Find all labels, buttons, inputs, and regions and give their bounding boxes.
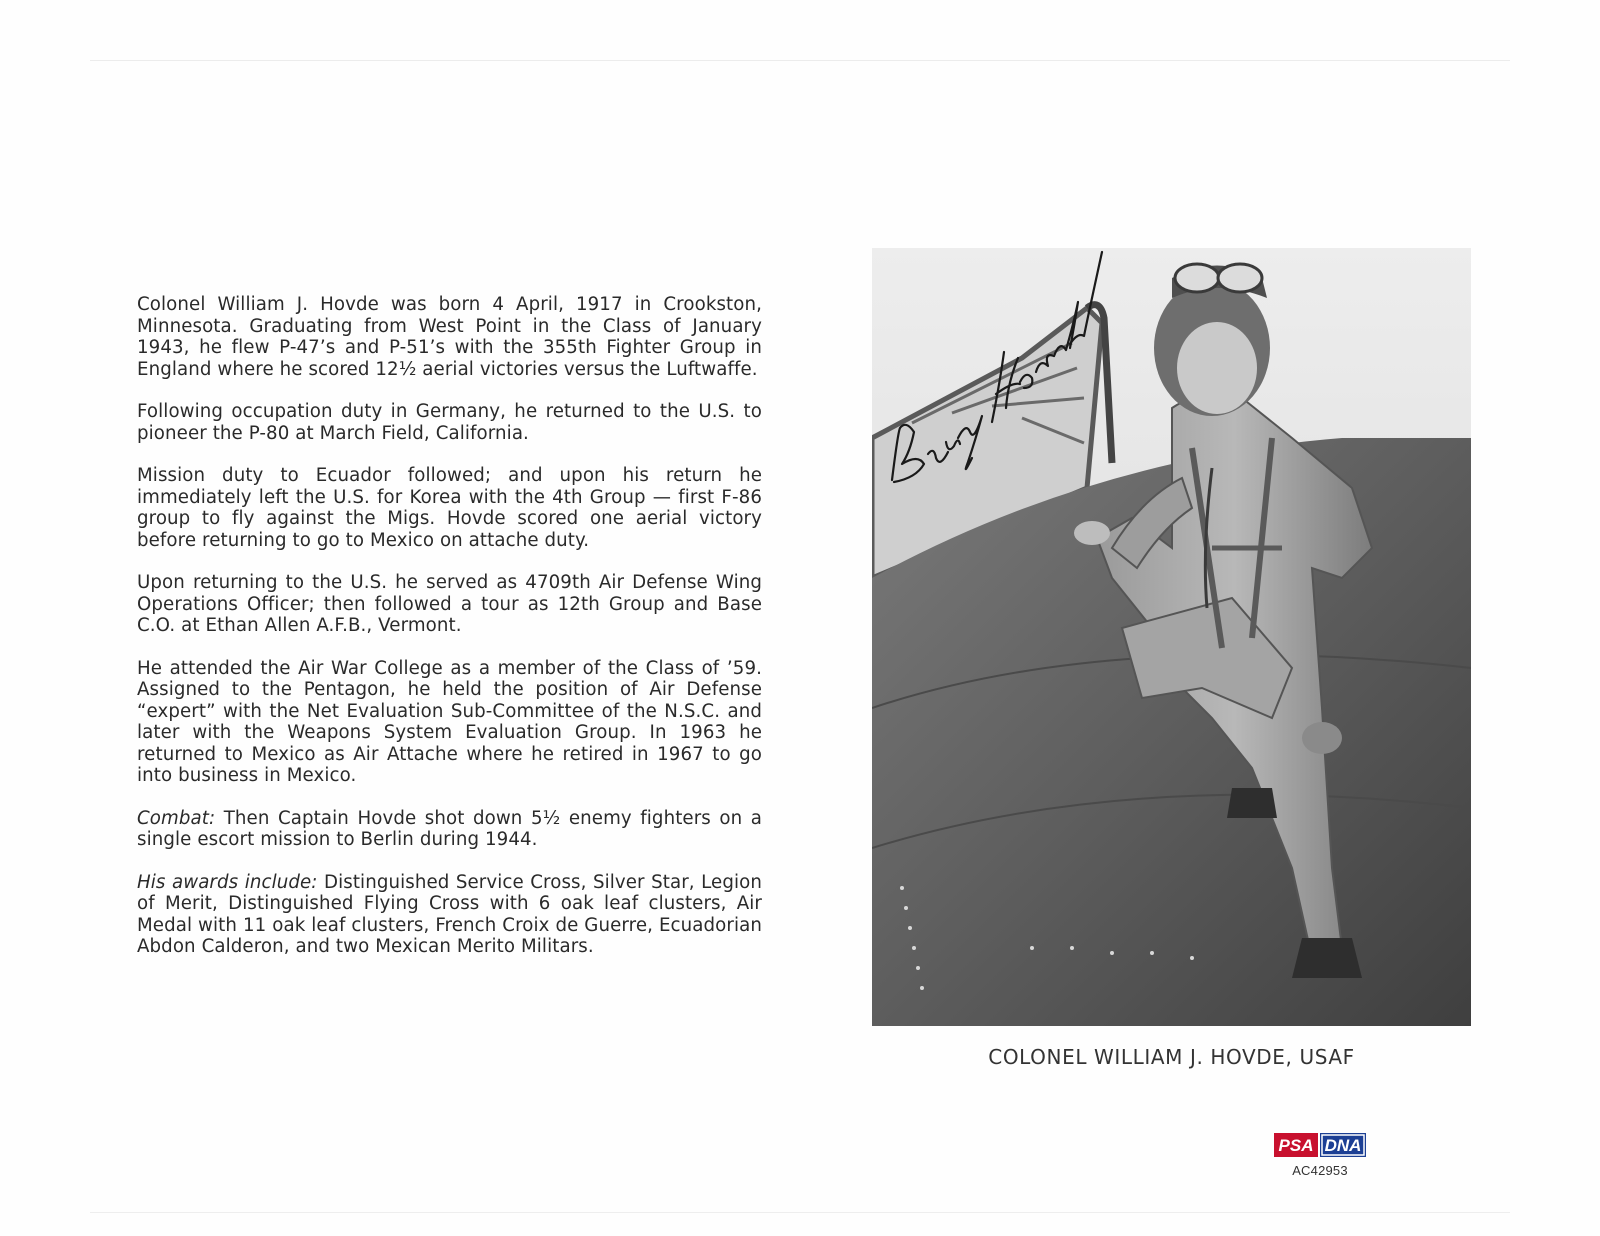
- bio-paragraph-birth: Colonel William J. Hovde was born 4 April, 1917 in Crookston, Minnesota. Graduating from West Point in the Class of January 1943, he flew P-47’s and P-51’s with the 355th Fighter Group in England where he scored 12½ aerial victories versus the Luftwaffe.: [137, 294, 762, 380]
- bio-paragraph-occupation: Following occupation duty in Germany, he returned to the U.S. to pioneer the P-80 at March Field, California.: [137, 401, 762, 444]
- awards-label: His awards include:: [137, 871, 318, 893]
- bio-paragraph-awards: [137, 872, 762, 958]
- biography-text: [137, 294, 762, 979]
- pilot-photo: [872, 248, 1471, 1026]
- bio-paragraph-air-defense: Upon returning to the U.S. he served as 4709th Air Defense Wing Operations Officer; then followed a tour as 12th Group and Base C.O. at Ethan Allen A.F.B., Vermont.: [137, 572, 762, 636]
- certification-number: AC42953: [1292, 1163, 1348, 1178]
- pilot-photo-illustration: [872, 248, 1471, 1026]
- awards-text: Distinguished Service Cross, Silver Star, Legion of Merit, Distinguished Flying Cross with 6 oak leaf clusters, Air Medal with 11 oak leaf clusters, French Croix de Guerre, Ecuadorian Abdon Calderon, and two Mexican Merito Militars.: [137, 871, 762, 957]
- sheet-edge-top: [90, 60, 1510, 61]
- combat-text: Then Captain Hovde shot down 5½ enemy fighters on a single escort mission to Berlin during 1944.: [137, 807, 762, 850]
- bio-paragraph-combat: [137, 808, 762, 851]
- sheet-edge-bottom: [90, 1212, 1510, 1213]
- photo-caption: COLONEL WILLIAM J. HOVDE, USAF: [988, 1045, 1355, 1069]
- bio-paragraph-korea: Mission duty to Ecuador followed; and upon his return he immediately left the U.S. for Korea with the 4th Group — first F-86 group to fly against the Migs. Hovde scored one aerial victory before returning to go to Mexico on attache duty.: [137, 465, 762, 551]
- svg-text:DNA: DNA: [1324, 1136, 1362, 1155]
- bio-paragraph-pentagon: He attended the Air War College as a member of the Class of ’59. Assigned to the Pentagon, he held the position of Air Defense “expert” with the Net Evaluation Sub-Committee of the N.S.C. and later with the Weapons System Evaluation Group. In 1963 he returned to Mexico as Air Attache where he retired in 1967 to go into business in Mexico.: [137, 657, 762, 786]
- combat-label: Combat:: [137, 807, 216, 829]
- psa-dna-logo: [1274, 1133, 1366, 1157]
- svg-text:PSA: PSA: [1278, 1136, 1314, 1155]
